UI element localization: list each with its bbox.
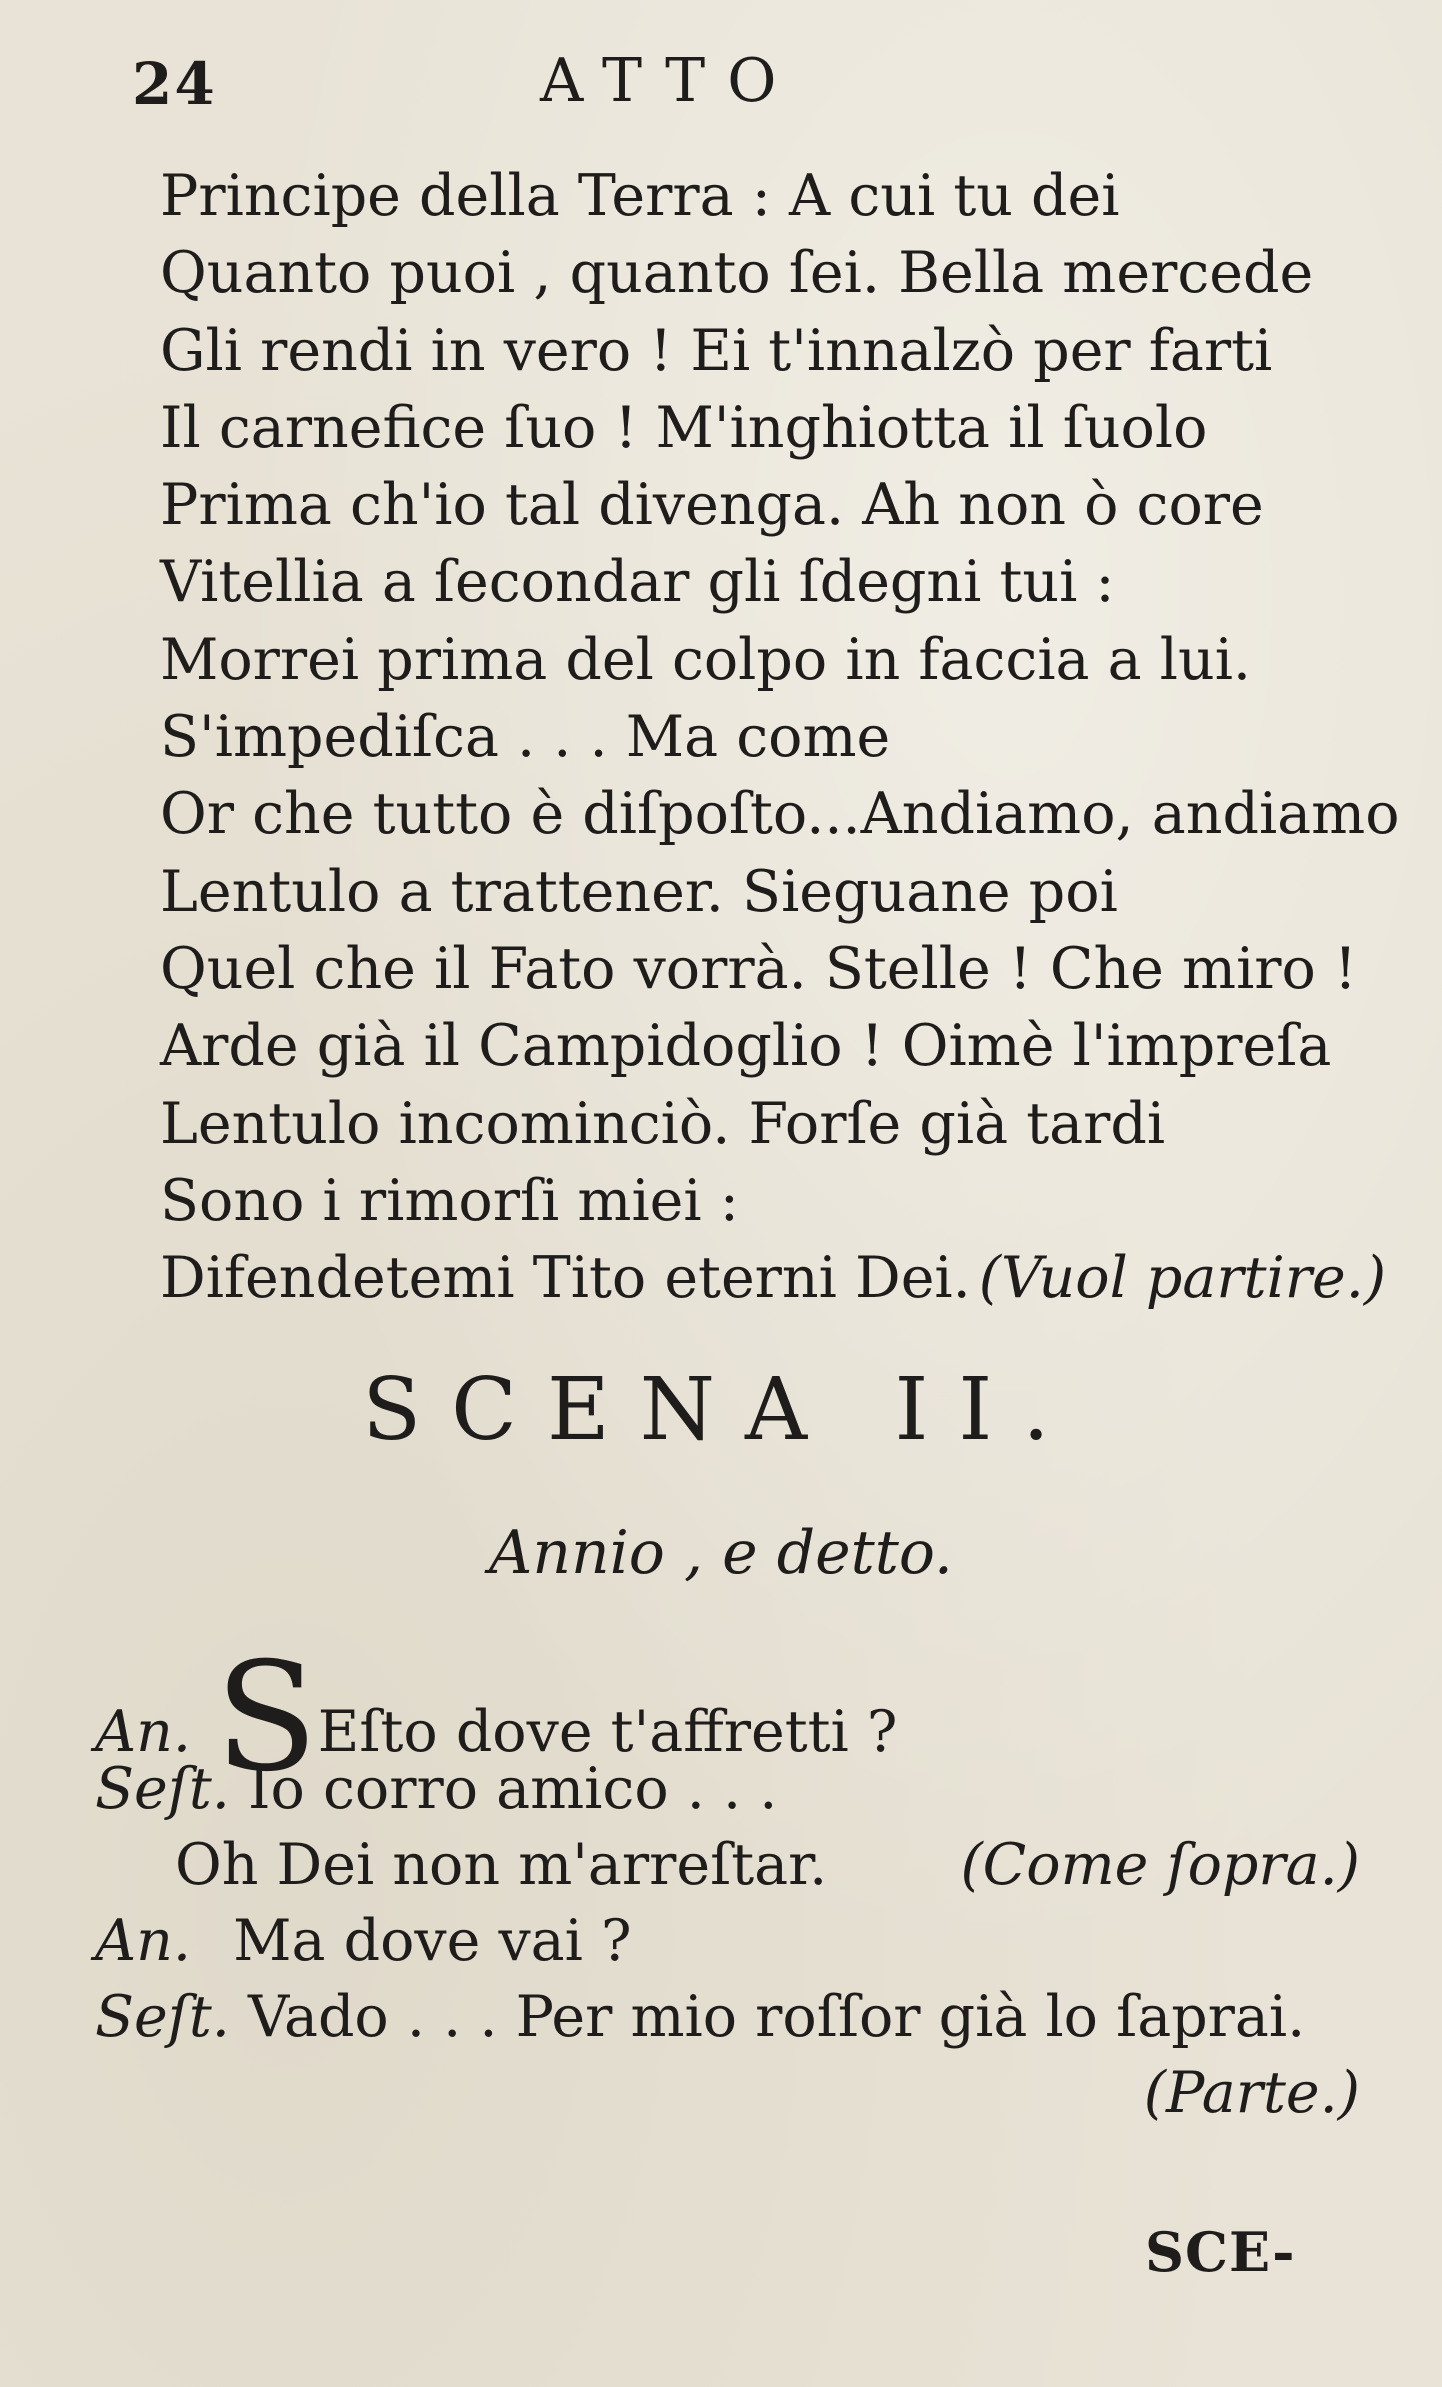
verse-line: S'impediſca . . . Ma come	[160, 704, 891, 771]
verse-line: Prima ch'io tal divenga. Ah non ò core	[160, 472, 1264, 539]
scene-title: SCENA II.	[362, 1360, 1080, 1460]
dialogue-text: Io corro amico . . .	[248, 1756, 778, 1822]
catchword: SCE-	[1145, 2220, 1296, 2284]
speaker-name: Seſt.	[95, 1756, 230, 1822]
verse-text: Difendetemi Tito eterni Dei.	[160, 1245, 971, 1312]
verse-line: Lentulo incominciò. Forſe già tardi	[160, 1090, 1166, 1157]
dialogue-text: Ma dove vai ?	[233, 1908, 632, 1974]
dialogue-line	[95, 1832, 1385, 1908]
drop-cap: S	[215, 1631, 318, 1805]
verse-line: Vitellia a ſecondar gli ſdegni tui :	[160, 549, 1115, 616]
verse-line-last	[160, 1240, 1390, 1317]
dialogue-text: Oh Dei non m'arreſtar.	[175, 1832, 828, 1898]
speaker-name: An.	[95, 1699, 191, 1765]
dialogue-line	[95, 1984, 1385, 2060]
dialogue-line	[95, 2060, 1385, 2136]
verse-line: Morrei prima del colpo in faccia a lui.	[160, 626, 1252, 693]
stage-direction-come-sopra: (Come ſopra.)	[960, 1832, 1360, 1898]
verse-line: Arde già il Campidoglio ! Oimè l'impreſa	[160, 1013, 1332, 1080]
stage-direction-vuol-partire: (Vuol partire.)	[978, 1245, 1387, 1312]
verse-block	[160, 158, 1400, 1317]
verse-line: Sono i rimorſi miei :	[160, 1167, 739, 1234]
page-number: 24	[132, 50, 217, 118]
stage-direction-parte: (Parte.)	[1143, 2060, 1360, 2126]
verse-line: Il carnefice ſuo ! M'inghiotta il ſuolo	[160, 394, 1208, 461]
verse-line: Quanto puoi , quanto ſei. Bella mercede	[160, 240, 1314, 307]
scene-characters: Annio , e detto.	[488, 1518, 953, 1588]
dialogue-text: Eſto dove t'affretti ?	[317, 1699, 898, 1765]
running-head: ATTO	[540, 46, 799, 116]
verse-line: Lentulo a trattener. Sieguane poi	[160, 858, 1118, 925]
dialogue-line	[95, 1908, 1385, 1984]
dialogue-line	[95, 1756, 1385, 1832]
verse-line: Gli rendi in vero ! Ei t'innalzò per farti	[160, 317, 1273, 384]
speaker-name: An.	[95, 1908, 191, 1974]
speaker-name: Seſt.	[95, 1984, 230, 2050]
dialogue-text: Vado . . . Per mio roſſor già lo ſaprai.	[248, 1984, 1306, 2050]
verse-line: Principe della Terra : A cui tu dei	[160, 163, 1120, 229]
page-header	[0, 40, 1442, 120]
verse-line: Or che tutto è diſpoſto...Andiamo, andiamo	[160, 781, 1400, 848]
verse-line: Quel che il Fato vorrà. Stelle ! Che miro !	[160, 935, 1357, 1002]
